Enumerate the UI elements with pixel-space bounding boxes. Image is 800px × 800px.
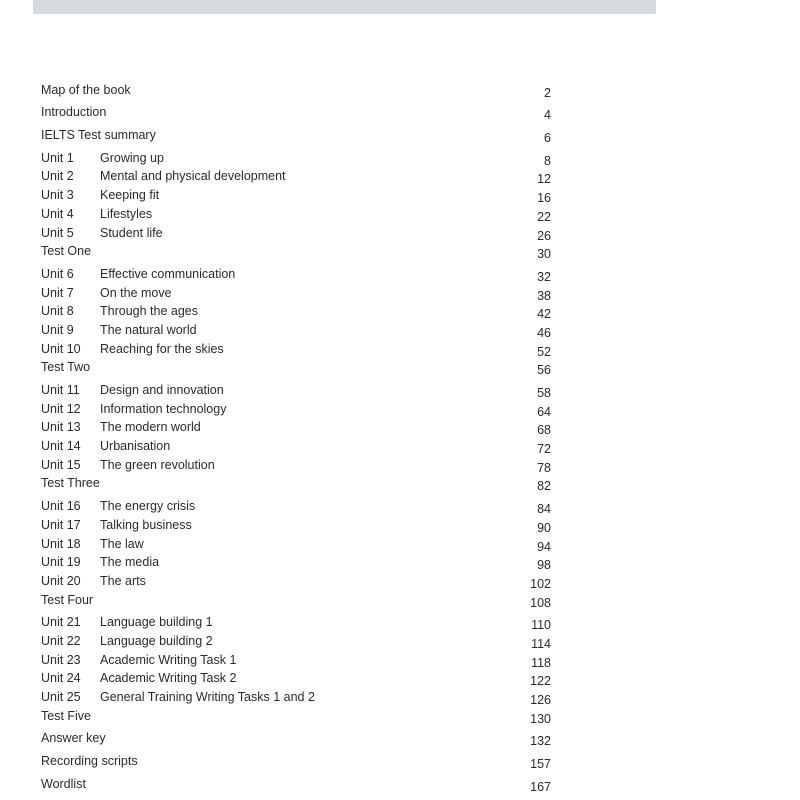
toc-page-number: 118 — [531, 655, 551, 670]
toc-title: Urbanisation — [100, 439, 171, 454]
toc-entry — [41, 221, 551, 243]
toc-title: Lifestyles — [100, 206, 153, 221]
toc-title: Talking business — [100, 517, 192, 532]
toc-title: Mental and physical development — [100, 169, 286, 184]
toc-entry — [41, 685, 551, 707]
toc-page-number: 122 — [530, 674, 551, 689]
toc-entry — [41, 397, 551, 419]
toc-title: Effective communication — [100, 266, 236, 281]
toc-page-number: 16 — [537, 191, 551, 206]
toc-unit-label: Unit 2 — [41, 169, 74, 184]
toc-page-number: 42 — [537, 307, 551, 322]
toc-page-number: 130 — [530, 711, 551, 726]
toc-entry — [41, 434, 551, 457]
toc-unit-label: Unit 16 — [41, 499, 81, 514]
toc-entry — [41, 532, 551, 554]
toc-page-number: 52 — [537, 344, 551, 359]
toc-entry — [41, 648, 551, 670]
toc-page-number: 12 — [537, 172, 551, 187]
toc-page-number: 6 — [544, 131, 551, 146]
toc-unit-label: Unit 20 — [41, 573, 81, 588]
toc-page-number: 78 — [537, 460, 551, 475]
toc-unit-label: Unit 17 — [41, 517, 81, 532]
toc-entry — [41, 494, 551, 517]
toc-unit-label: Unit 24 — [41, 671, 81, 686]
toc-entry — [41, 378, 551, 400]
toc-entry — [41, 337, 551, 359]
toc-title: Answer key — [41, 731, 106, 746]
toc-entry — [41, 281, 551, 303]
toc-title: Student life — [100, 225, 163, 240]
toc-entry — [41, 513, 551, 535]
toc-unit-label: Unit 13 — [41, 420, 81, 435]
toc-entry — [41, 472, 551, 494]
toc-page-number: 126 — [530, 693, 551, 707]
toc-entry — [41, 629, 551, 651]
toc-entry — [41, 101, 551, 123]
toc-page-number: 8 — [544, 153, 551, 168]
toc-page-number: 38 — [537, 288, 551, 303]
toc-entry — [41, 551, 551, 573]
toc-entry — [41, 183, 551, 206]
toc-page-number: 114 — [531, 636, 551, 651]
toc-entry — [41, 123, 551, 146]
toc-unit-label: Unit 9 — [41, 322, 74, 337]
toc-unit-label: Unit 12 — [41, 401, 81, 416]
toc-entry — [41, 78, 551, 100]
toc-entry — [41, 202, 551, 224]
toc-page-number: 64 — [537, 404, 551, 419]
toc-title: Recording scripts — [41, 754, 138, 769]
toc-title: Reaching for the skies — [100, 341, 224, 356]
toc-entry — [41, 588, 551, 610]
toc-title: The natural world — [100, 322, 197, 337]
toc-entry — [41, 262, 551, 284]
toc-entry — [41, 165, 551, 187]
toc-entry — [41, 704, 551, 726]
toc-title: Wordlist — [41, 776, 86, 791]
toc-title: Test One — [41, 244, 92, 259]
toc-unit-label: Unit 14 — [41, 439, 81, 454]
toc-title: Language building 2 — [100, 633, 213, 648]
toc-page-number: 90 — [537, 520, 551, 535]
toc-page-number: 157 — [530, 757, 551, 772]
toc-page-number: 110 — [531, 618, 551, 633]
toc-title: Keeping fit — [100, 188, 160, 203]
toc-entry — [41, 356, 551, 378]
toc-unit-label: Unit 4 — [41, 206, 74, 221]
toc-page-number: 82 — [537, 479, 551, 494]
toc-title: Design and innovation — [100, 383, 224, 397]
toc-title: On the move — [100, 285, 172, 300]
toc-entry — [41, 772, 551, 794]
toc-title: General Training Writing Tasks 1 and 2 — [100, 690, 315, 704]
toc-unit-label: Unit 8 — [41, 304, 74, 319]
toc-title: The green revolution — [100, 457, 215, 472]
toc-page-number: 22 — [537, 209, 551, 224]
toc-entry — [41, 240, 551, 262]
toc-unit-label: Unit 3 — [41, 188, 74, 203]
toc-page-number: 94 — [537, 539, 551, 554]
toc-title: Test Four — [41, 592, 94, 607]
toc-page-number: 167 — [530, 779, 551, 794]
toc-unit-label: Unit 23 — [41, 652, 81, 667]
toc-title: Test Five — [41, 708, 92, 723]
toc-page-number: 26 — [537, 228, 551, 243]
toc-page-number: 32 — [537, 269, 551, 284]
header-bar — [33, 0, 656, 14]
toc-page-number: 108 — [530, 595, 551, 610]
toc-unit-label: Unit 5 — [41, 225, 74, 240]
toc-unit-label: Unit 25 — [41, 690, 81, 704]
toc-page-number: 58 — [537, 386, 551, 400]
toc-unit-label: Unit 22 — [41, 633, 81, 648]
toc-title: Academic Writing Task 2 — [100, 671, 237, 686]
toc-unit-label: Unit 18 — [41, 536, 81, 551]
toc-title: The law — [100, 536, 144, 551]
toc-page-number: 132 — [530, 734, 551, 749]
toc-entry — [41, 146, 551, 168]
toc-page-number: 102 — [530, 576, 551, 591]
toc-page-number: 30 — [537, 247, 551, 262]
toc-title: The energy crisis — [100, 499, 196, 514]
toc-entry — [41, 611, 551, 633]
toc-unit-label: Unit 11 — [41, 383, 80, 397]
toc-title: Through the ages — [100, 304, 198, 319]
toc-unit-label: Unit 1 — [41, 150, 74, 165]
toc-unit-label: Unit 7 — [41, 285, 74, 300]
toc-entry — [41, 416, 551, 438]
toc-entry — [41, 569, 551, 591]
toc-page-number: 46 — [537, 325, 551, 340]
toc-title: Test Three — [41, 476, 100, 491]
toc-page-number: 98 — [537, 558, 551, 573]
toc-entry — [41, 453, 551, 475]
toc-entry — [41, 727, 551, 749]
toc-page-number: 4 — [544, 108, 551, 123]
toc-entry — [41, 300, 551, 322]
toc-page-number: 2 — [544, 85, 551, 100]
toc-entry — [41, 667, 551, 689]
toc-unit-label: Unit 15 — [41, 457, 81, 472]
toc-page-number: 56 — [537, 363, 551, 378]
toc-title: Map of the book — [41, 82, 131, 97]
toc-unit-label: Unit 19 — [41, 555, 81, 570]
toc-title: The arts — [100, 573, 146, 588]
toc-title: The modern world — [100, 420, 201, 435]
toc-title: Test Two — [41, 360, 91, 375]
toc-entry — [41, 318, 551, 340]
toc-page-number: 68 — [537, 423, 551, 438]
toc-title: Language building 1 — [100, 615, 213, 630]
toc-title: The media — [100, 555, 160, 570]
toc-title: Introduction — [41, 105, 107, 120]
toc-title: Information technology — [100, 401, 227, 416]
table-of-contents — [41, 78, 551, 794]
toc-unit-label: Unit 10 — [41, 341, 81, 356]
toc-unit-label: Unit 6 — [41, 266, 74, 281]
toc-unit-label: Unit 21 — [41, 615, 81, 630]
toc-entry — [41, 749, 551, 772]
toc-title: Academic Writing Task 1 — [100, 652, 237, 667]
toc-title: IELTS Test summary — [41, 128, 156, 143]
toc-page-number: 84 — [537, 502, 551, 517]
toc-title: Growing up — [100, 150, 164, 165]
toc-page-number: 72 — [537, 442, 551, 457]
